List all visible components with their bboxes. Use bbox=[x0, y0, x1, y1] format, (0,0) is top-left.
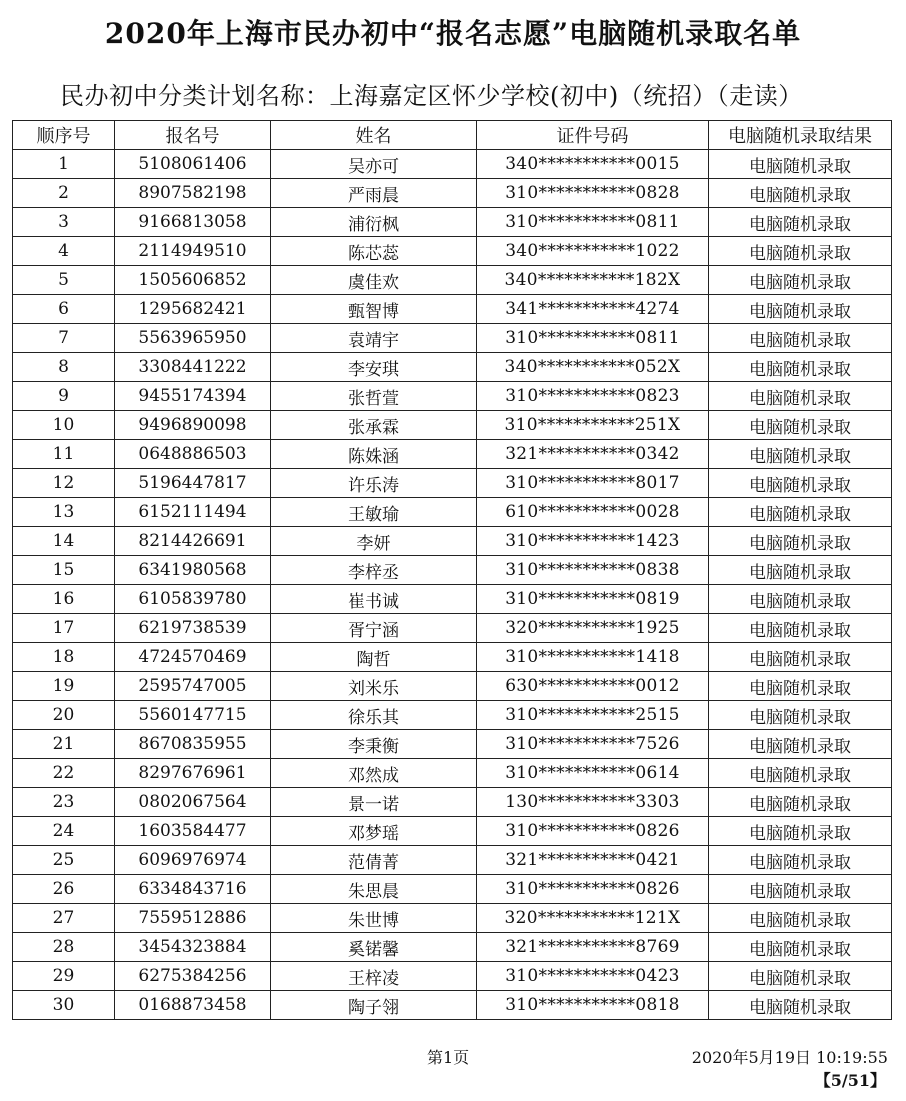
cell-seq: 17 bbox=[13, 614, 115, 643]
cell-reg-no: 9166813058 bbox=[115, 208, 271, 237]
cell-reg-no: 0802067564 bbox=[115, 788, 271, 817]
cell-result: 电脑随机录取 bbox=[709, 179, 892, 208]
cell-seq: 16 bbox=[13, 585, 115, 614]
cell-name: 李梓丞 bbox=[271, 556, 477, 585]
table-row bbox=[13, 846, 892, 875]
cell-id-no: 310***********0826 bbox=[477, 817, 709, 846]
cell-seq: 27 bbox=[13, 904, 115, 933]
print-datetime: 2020年5月19日 10:19:55 bbox=[691, 1048, 888, 1067]
cell-seq: 7 bbox=[13, 324, 115, 353]
cell-id-no: 310***********0838 bbox=[477, 556, 709, 585]
cell-id-no: 320***********1925 bbox=[477, 614, 709, 643]
header-name: 姓名 bbox=[271, 121, 477, 150]
cell-name: 崔书诚 bbox=[271, 585, 477, 614]
cell-result: 电脑随机录取 bbox=[709, 556, 892, 585]
cell-result: 电脑随机录取 bbox=[709, 904, 892, 933]
cell-result: 电脑随机录取 bbox=[709, 411, 892, 440]
table-row bbox=[13, 179, 892, 208]
cell-seq: 1 bbox=[13, 150, 115, 179]
table-row bbox=[13, 237, 892, 266]
cell-seq: 21 bbox=[13, 730, 115, 759]
cell-seq: 20 bbox=[13, 701, 115, 730]
cell-reg-no: 5108061406 bbox=[115, 150, 271, 179]
cell-result: 电脑随机录取 bbox=[709, 585, 892, 614]
cell-result: 电脑随机录取 bbox=[709, 469, 892, 498]
table-row bbox=[13, 991, 892, 1020]
cell-result: 电脑随机录取 bbox=[709, 295, 892, 324]
cell-seq: 13 bbox=[13, 498, 115, 527]
cell-name: 李秉衡 bbox=[271, 730, 477, 759]
cell-result: 电脑随机录取 bbox=[709, 875, 892, 904]
table-header-row bbox=[13, 121, 892, 150]
cell-name: 李安琪 bbox=[271, 353, 477, 382]
cell-seq: 26 bbox=[13, 875, 115, 904]
cell-name: 许乐涛 bbox=[271, 469, 477, 498]
cell-result: 电脑随机录取 bbox=[709, 672, 892, 701]
cell-seq: 4 bbox=[13, 237, 115, 266]
cell-seq: 8 bbox=[13, 353, 115, 382]
header-id-no: 证件号码 bbox=[477, 121, 709, 150]
cell-result: 电脑随机录取 bbox=[709, 614, 892, 643]
cell-reg-no: 8670835955 bbox=[115, 730, 271, 759]
cell-seq: 28 bbox=[13, 933, 115, 962]
cell-id-no: 310***********8017 bbox=[477, 469, 709, 498]
cell-reg-no: 6341980568 bbox=[115, 556, 271, 585]
table-row bbox=[13, 411, 892, 440]
cell-reg-no: 1295682421 bbox=[115, 295, 271, 324]
cell-seq: 9 bbox=[13, 382, 115, 411]
cell-result: 电脑随机录取 bbox=[709, 527, 892, 556]
cell-seq: 19 bbox=[13, 672, 115, 701]
cell-id-no: 310***********251X bbox=[477, 411, 709, 440]
cell-reg-no: 6096976974 bbox=[115, 846, 271, 875]
cell-id-no: 310***********7526 bbox=[477, 730, 709, 759]
cell-result: 电脑随机录取 bbox=[709, 353, 892, 382]
cell-result: 电脑随机录取 bbox=[709, 324, 892, 353]
cell-id-no: 310***********0811 bbox=[477, 208, 709, 237]
cell-id-no: 310***********0811 bbox=[477, 324, 709, 353]
cell-seq: 23 bbox=[13, 788, 115, 817]
cell-seq: 25 bbox=[13, 846, 115, 875]
cell-name: 甄智博 bbox=[271, 295, 477, 324]
table-row bbox=[13, 556, 892, 585]
cell-result: 电脑随机录取 bbox=[709, 643, 892, 672]
cell-reg-no: 1603584477 bbox=[115, 817, 271, 846]
header-seq: 顺序号 bbox=[13, 121, 115, 150]
header-result: 电脑随机录取结果 bbox=[709, 121, 892, 150]
cell-reg-no: 3454323884 bbox=[115, 933, 271, 962]
plan-name-subtitle: 民办初中分类计划名称：上海嘉定区怀少学校(初中)（统招）（走读） bbox=[60, 82, 803, 110]
cell-reg-no: 0168873458 bbox=[115, 991, 271, 1020]
cell-seq: 24 bbox=[13, 817, 115, 846]
table-row bbox=[13, 759, 892, 788]
cell-name: 张哲萱 bbox=[271, 382, 477, 411]
cell-id-no: 310***********0819 bbox=[477, 585, 709, 614]
cell-name: 张承霖 bbox=[271, 411, 477, 440]
cell-name: 陶子翎 bbox=[271, 991, 477, 1020]
cell-reg-no: 9455174394 bbox=[115, 382, 271, 411]
cell-reg-no: 6334843716 bbox=[115, 875, 271, 904]
cell-reg-no: 8297676961 bbox=[115, 759, 271, 788]
cell-seq: 5 bbox=[13, 266, 115, 295]
cell-reg-no: 6275384256 bbox=[115, 962, 271, 991]
cell-name: 吴亦可 bbox=[271, 150, 477, 179]
cell-result: 电脑随机录取 bbox=[709, 498, 892, 527]
cell-seq: 15 bbox=[13, 556, 115, 585]
cell-reg-no: 5196447817 bbox=[115, 469, 271, 498]
cell-reg-no: 4724570469 bbox=[115, 643, 271, 672]
cell-seq: 29 bbox=[13, 962, 115, 991]
cell-name: 徐乐其 bbox=[271, 701, 477, 730]
cell-result: 电脑随机录取 bbox=[709, 440, 892, 469]
cell-id-no: 310***********0826 bbox=[477, 875, 709, 904]
cell-result: 电脑随机录取 bbox=[709, 701, 892, 730]
cell-reg-no: 8907582198 bbox=[115, 179, 271, 208]
table-row bbox=[13, 817, 892, 846]
cell-id-no: 321***********0421 bbox=[477, 846, 709, 875]
cell-reg-no: 6105839780 bbox=[115, 585, 271, 614]
cell-result: 电脑随机录取 bbox=[709, 208, 892, 237]
cell-id-no: 340***********052X bbox=[477, 353, 709, 382]
table-row bbox=[13, 788, 892, 817]
cell-id-no: 130***********3303 bbox=[477, 788, 709, 817]
table-row bbox=[13, 353, 892, 382]
table-row bbox=[13, 643, 892, 672]
cell-reg-no: 2114949510 bbox=[115, 237, 271, 266]
cell-name: 李妍 bbox=[271, 527, 477, 556]
cell-id-no: 321***********0342 bbox=[477, 440, 709, 469]
cell-reg-no: 5563965950 bbox=[115, 324, 271, 353]
table-row bbox=[13, 382, 892, 411]
cell-reg-no: 9496890098 bbox=[115, 411, 271, 440]
cell-name: 胥宁涵 bbox=[271, 614, 477, 643]
cell-result: 电脑随机录取 bbox=[709, 759, 892, 788]
table-row bbox=[13, 266, 892, 295]
cell-id-no: 310***********1423 bbox=[477, 527, 709, 556]
cell-name: 邓梦瑶 bbox=[271, 817, 477, 846]
cell-seq: 12 bbox=[13, 469, 115, 498]
cell-result: 电脑随机录取 bbox=[709, 991, 892, 1020]
cell-result: 电脑随机录取 bbox=[709, 933, 892, 962]
table-row bbox=[13, 208, 892, 237]
table-row bbox=[13, 875, 892, 904]
table-row bbox=[13, 527, 892, 556]
table-row bbox=[13, 440, 892, 469]
cell-name: 陈姝涵 bbox=[271, 440, 477, 469]
admission-table bbox=[12, 120, 892, 1020]
cell-result: 电脑随机录取 bbox=[709, 730, 892, 759]
cell-reg-no: 0648886503 bbox=[115, 440, 271, 469]
table-row bbox=[13, 498, 892, 527]
cell-id-no: 610***********0028 bbox=[477, 498, 709, 527]
table-row bbox=[13, 150, 892, 179]
cell-id-no: 320***********121X bbox=[477, 904, 709, 933]
cell-result: 电脑随机录取 bbox=[709, 237, 892, 266]
cell-name: 王梓凌 bbox=[271, 962, 477, 991]
cell-reg-no: 3308441222 bbox=[115, 353, 271, 382]
cell-name: 虞佳欢 bbox=[271, 266, 477, 295]
table-row bbox=[13, 904, 892, 933]
cell-reg-no: 6152111494 bbox=[115, 498, 271, 527]
cell-id-no: 310***********0818 bbox=[477, 991, 709, 1020]
cell-id-no: 630***********0012 bbox=[477, 672, 709, 701]
cell-name: 邓然成 bbox=[271, 759, 477, 788]
table-row bbox=[13, 324, 892, 353]
cell-result: 电脑随机录取 bbox=[709, 266, 892, 295]
cell-seq: 18 bbox=[13, 643, 115, 672]
cell-id-no: 310***********0423 bbox=[477, 962, 709, 991]
cell-name: 范倩菁 bbox=[271, 846, 477, 875]
cell-seq: 2 bbox=[13, 179, 115, 208]
cell-id-no: 341***********4274 bbox=[477, 295, 709, 324]
cell-seq: 22 bbox=[13, 759, 115, 788]
cell-reg-no: 2595747005 bbox=[115, 672, 271, 701]
cell-seq: 10 bbox=[13, 411, 115, 440]
cell-name: 袁靖宇 bbox=[271, 324, 477, 353]
cell-seq: 14 bbox=[13, 527, 115, 556]
cell-id-no: 310***********0614 bbox=[477, 759, 709, 788]
table-row bbox=[13, 469, 892, 498]
table-row bbox=[13, 614, 892, 643]
cell-result: 电脑随机录取 bbox=[709, 788, 892, 817]
cell-reg-no: 8214426691 bbox=[115, 527, 271, 556]
cell-name: 朱思晨 bbox=[271, 875, 477, 904]
cell-seq: 11 bbox=[13, 440, 115, 469]
table-row bbox=[13, 730, 892, 759]
cell-result: 电脑随机录取 bbox=[709, 962, 892, 991]
page-count: 【5/51】 bbox=[814, 1071, 886, 1090]
cell-id-no: 310***********0828 bbox=[477, 179, 709, 208]
table-row bbox=[13, 933, 892, 962]
cell-result: 电脑随机录取 bbox=[709, 846, 892, 875]
table-row bbox=[13, 701, 892, 730]
cell-reg-no: 7559512886 bbox=[115, 904, 271, 933]
cell-name: 王敏瑜 bbox=[271, 498, 477, 527]
table-body bbox=[13, 150, 892, 1020]
cell-name: 朱世博 bbox=[271, 904, 477, 933]
cell-id-no: 340***********0015 bbox=[477, 150, 709, 179]
cell-id-no: 340***********1022 bbox=[477, 237, 709, 266]
cell-name: 浦衍枫 bbox=[271, 208, 477, 237]
cell-name: 陶哲 bbox=[271, 643, 477, 672]
cell-name: 严雨晨 bbox=[271, 179, 477, 208]
cell-name: 陈芯蕊 bbox=[271, 237, 477, 266]
table-row bbox=[13, 585, 892, 614]
cell-id-no: 310***********1418 bbox=[477, 643, 709, 672]
page-number: 第1页 bbox=[427, 1048, 470, 1067]
cell-id-no: 310***********2515 bbox=[477, 701, 709, 730]
cell-result: 电脑随机录取 bbox=[709, 382, 892, 411]
cell-name: 奚锘馨 bbox=[271, 933, 477, 962]
cell-name: 景一诺 bbox=[271, 788, 477, 817]
cell-seq: 6 bbox=[13, 295, 115, 324]
table-row bbox=[13, 295, 892, 324]
cell-result: 电脑随机录取 bbox=[709, 150, 892, 179]
document-title: 2020年上海市民办初中“报名志愿”电脑随机录取名单 bbox=[104, 17, 802, 50]
table-row bbox=[13, 672, 892, 701]
cell-reg-no: 6219738539 bbox=[115, 614, 271, 643]
cell-seq: 3 bbox=[13, 208, 115, 237]
cell-id-no: 310***********0823 bbox=[477, 382, 709, 411]
cell-id-no: 340***********182X bbox=[477, 266, 709, 295]
header-reg-no: 报名号 bbox=[115, 121, 271, 150]
cell-reg-no: 5560147715 bbox=[115, 701, 271, 730]
table-row bbox=[13, 962, 892, 991]
cell-id-no: 321***********8769 bbox=[477, 933, 709, 962]
cell-name: 刘米乐 bbox=[271, 672, 477, 701]
cell-reg-no: 1505606852 bbox=[115, 266, 271, 295]
cell-result: 电脑随机录取 bbox=[709, 817, 892, 846]
cell-seq: 30 bbox=[13, 991, 115, 1020]
